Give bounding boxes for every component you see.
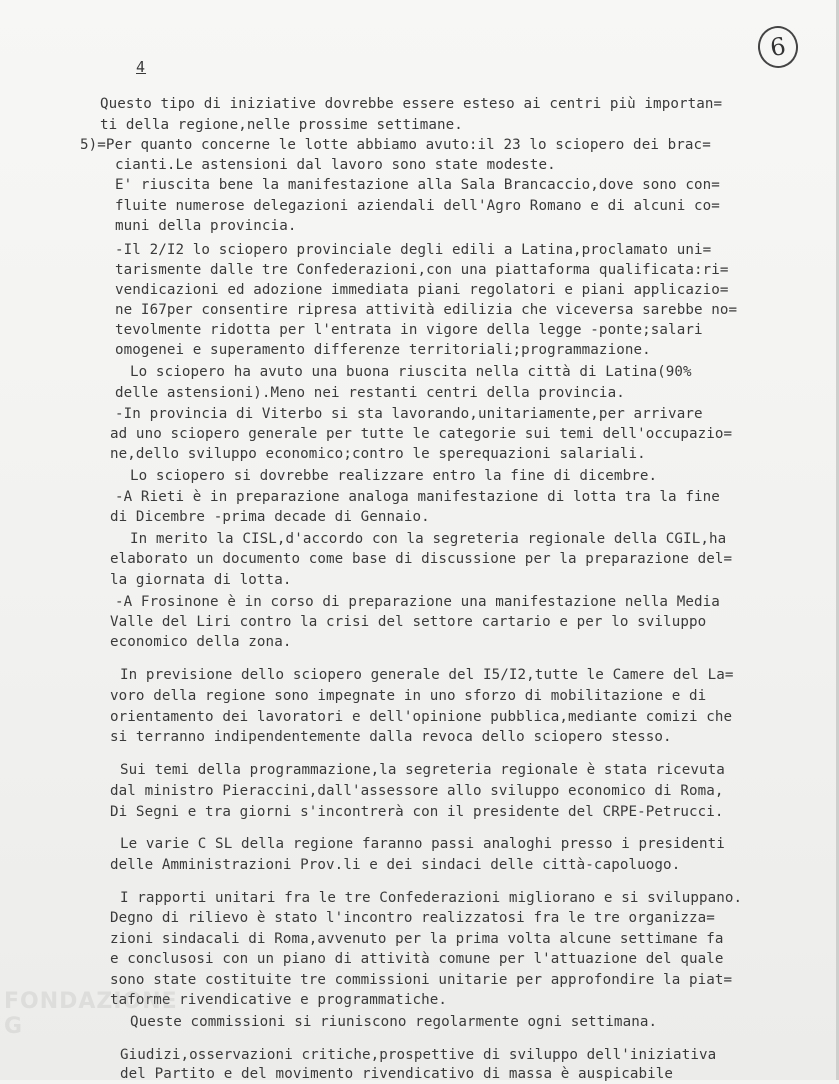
page-number: 4 <box>136 58 147 76</box>
text-line: e conclusosi con un piano di attività comune per l'attuazione del quale <box>110 951 724 967</box>
text-line: -A Frosinone è in corso di preparazione una manifestazione nella Media <box>115 594 720 610</box>
handwritten-page-mark: 6 <box>755 23 800 70</box>
text-line: -In provincia di Viterbo si sta lavorando,unitariamente,per arrivare <box>115 406 703 422</box>
text-line: In previsione dello sciopero generale del I5/I2,tutte le Camere del La= <box>120 667 734 683</box>
text-line: delle Amministrazioni Prov.li e dei sindaci delle città-capoluogo. <box>110 857 681 873</box>
text-line: 5)=Per quanto concerne le lotte abbiamo avuto:il 23 lo sciopero dei brac= <box>80 137 711 153</box>
text-line: Questo tipo di iniziative dovrebbe essere esteso ai centri più importan= <box>100 96 723 112</box>
text-line: E' riuscita bene la manifestazione alla Sala Brancaccio,dove sono con= <box>115 177 720 193</box>
text-line: ad uno sciopero generale per tutte le categorie sui temi dell'occupazio= <box>110 426 733 442</box>
text-line: la giornata di lotta. <box>110 572 292 588</box>
text-line: muni della provincia. <box>115 218 297 234</box>
text-line: fluite numerose delegazioni aziendali dell'Agro Romano e di alcuni co= <box>115 198 720 214</box>
text-line: ti della regione,nelle prossime settimane. <box>100 117 463 133</box>
text-line: vendicazioni ed adozione immediata piani regolatori e piani applicazio= <box>115 282 729 298</box>
text-line: dal ministro Pieraccini,dall'assessore allo sviluppo economico di Roma, <box>110 783 724 799</box>
text-line: ne,dello sviluppo economico;contro le sperequazioni salariali. <box>110 446 646 462</box>
text-line: tarismente dalle tre Confederazioni,con una piattaforma qualificata:ri= <box>115 262 729 278</box>
archive-watermark <box>0 985 200 1075</box>
text-line: cianti.Le astensioni dal lavoro sono state modeste. <box>115 157 556 173</box>
text-line: Le varie C SL della regione faranno passi analoghi presso i presidenti <box>120 836 725 852</box>
text-line: Lo sciopero si dovrebbe realizzare entro la fine di dicembre. <box>130 468 658 484</box>
text-line: elaborato un documento come base di discussione per la preparazione del= <box>110 551 733 567</box>
text-line: ne I67per consentire ripresa attività edilizia che viceversa sarebbe no= <box>115 302 738 318</box>
text-line: Lo sciopero ha avuto una buona riuscita nella città di Latina(90% <box>130 364 692 380</box>
text-line: In merito la CISL,d'accordo con la segreteria regionale della CGIL,ha <box>130 531 727 547</box>
text-line: zioni sindacali di Roma,avvenuto per la prima volta alcune settimane fa <box>110 931 724 947</box>
text-line: taforme rivendicative e programmatiche. <box>110 992 448 1008</box>
text-line: sono state costituite tre commissioni unitarie per approfondire la piat= <box>110 972 733 988</box>
text-line: -A Rieti è in preparazione analoga manifestazione di lotta tra la fine <box>115 489 720 505</box>
text-line: omogenei e superamento differenze territoriali;programmazione. <box>115 342 651 358</box>
text-line: si terranno indipendentemente dalla revoca dello sciopero stesso. <box>110 729 672 745</box>
text-line: Degno di rilievo è stato l'incontro realizzatosi fra le tre organizza= <box>110 910 715 926</box>
text-line: delle astensioni).Meno nei restanti centri della provincia. <box>115 385 625 401</box>
text-line: Di Segni e tra giorni s'incontrerà con il presidente del CRPE-Petrucci. <box>110 804 724 820</box>
text-line: I rapporti unitari fra le tre Confederazioni migliorano e si sviluppano. <box>120 890 743 906</box>
watermark-text: FONDAZIONE G <box>4 989 178 1039</box>
text-line: di Dicembre -prima decade di Gennaio. <box>110 509 430 525</box>
text-line: orientamento dei lavoratori e dell'opinione pubblica,mediante comizi che <box>110 709 733 725</box>
text-line: economico della zona. <box>110 634 292 650</box>
text-line: voro della regione sono impegnate in uno sforzo di mobilitazione e di <box>110 688 707 704</box>
text-line: Sui temi della programmazione,la segreteria regionale è stata ricevuta <box>120 762 725 778</box>
text-line: Giudizi,osservazioni critiche,prospettive di sviluppo dell'iniziativa <box>120 1047 717 1063</box>
text-line: Valle del Liri contro la crisi del settore cartario e per lo sviluppo <box>110 614 707 630</box>
text-line: Queste commissioni si riuniscono regolarmente ogni settimana. <box>130 1014 658 1030</box>
text-line: tevolmente ridotta per l'entrata in vigore della legge -ponte;salari <box>115 322 703 338</box>
text-line: -Il 2/I2 lo sciopero provinciale degli edili a Latina,proclamato uni= <box>115 242 712 258</box>
text-line: del Partito e del movimento rivendicativo di massa è auspicabile <box>120 1066 682 1082</box>
